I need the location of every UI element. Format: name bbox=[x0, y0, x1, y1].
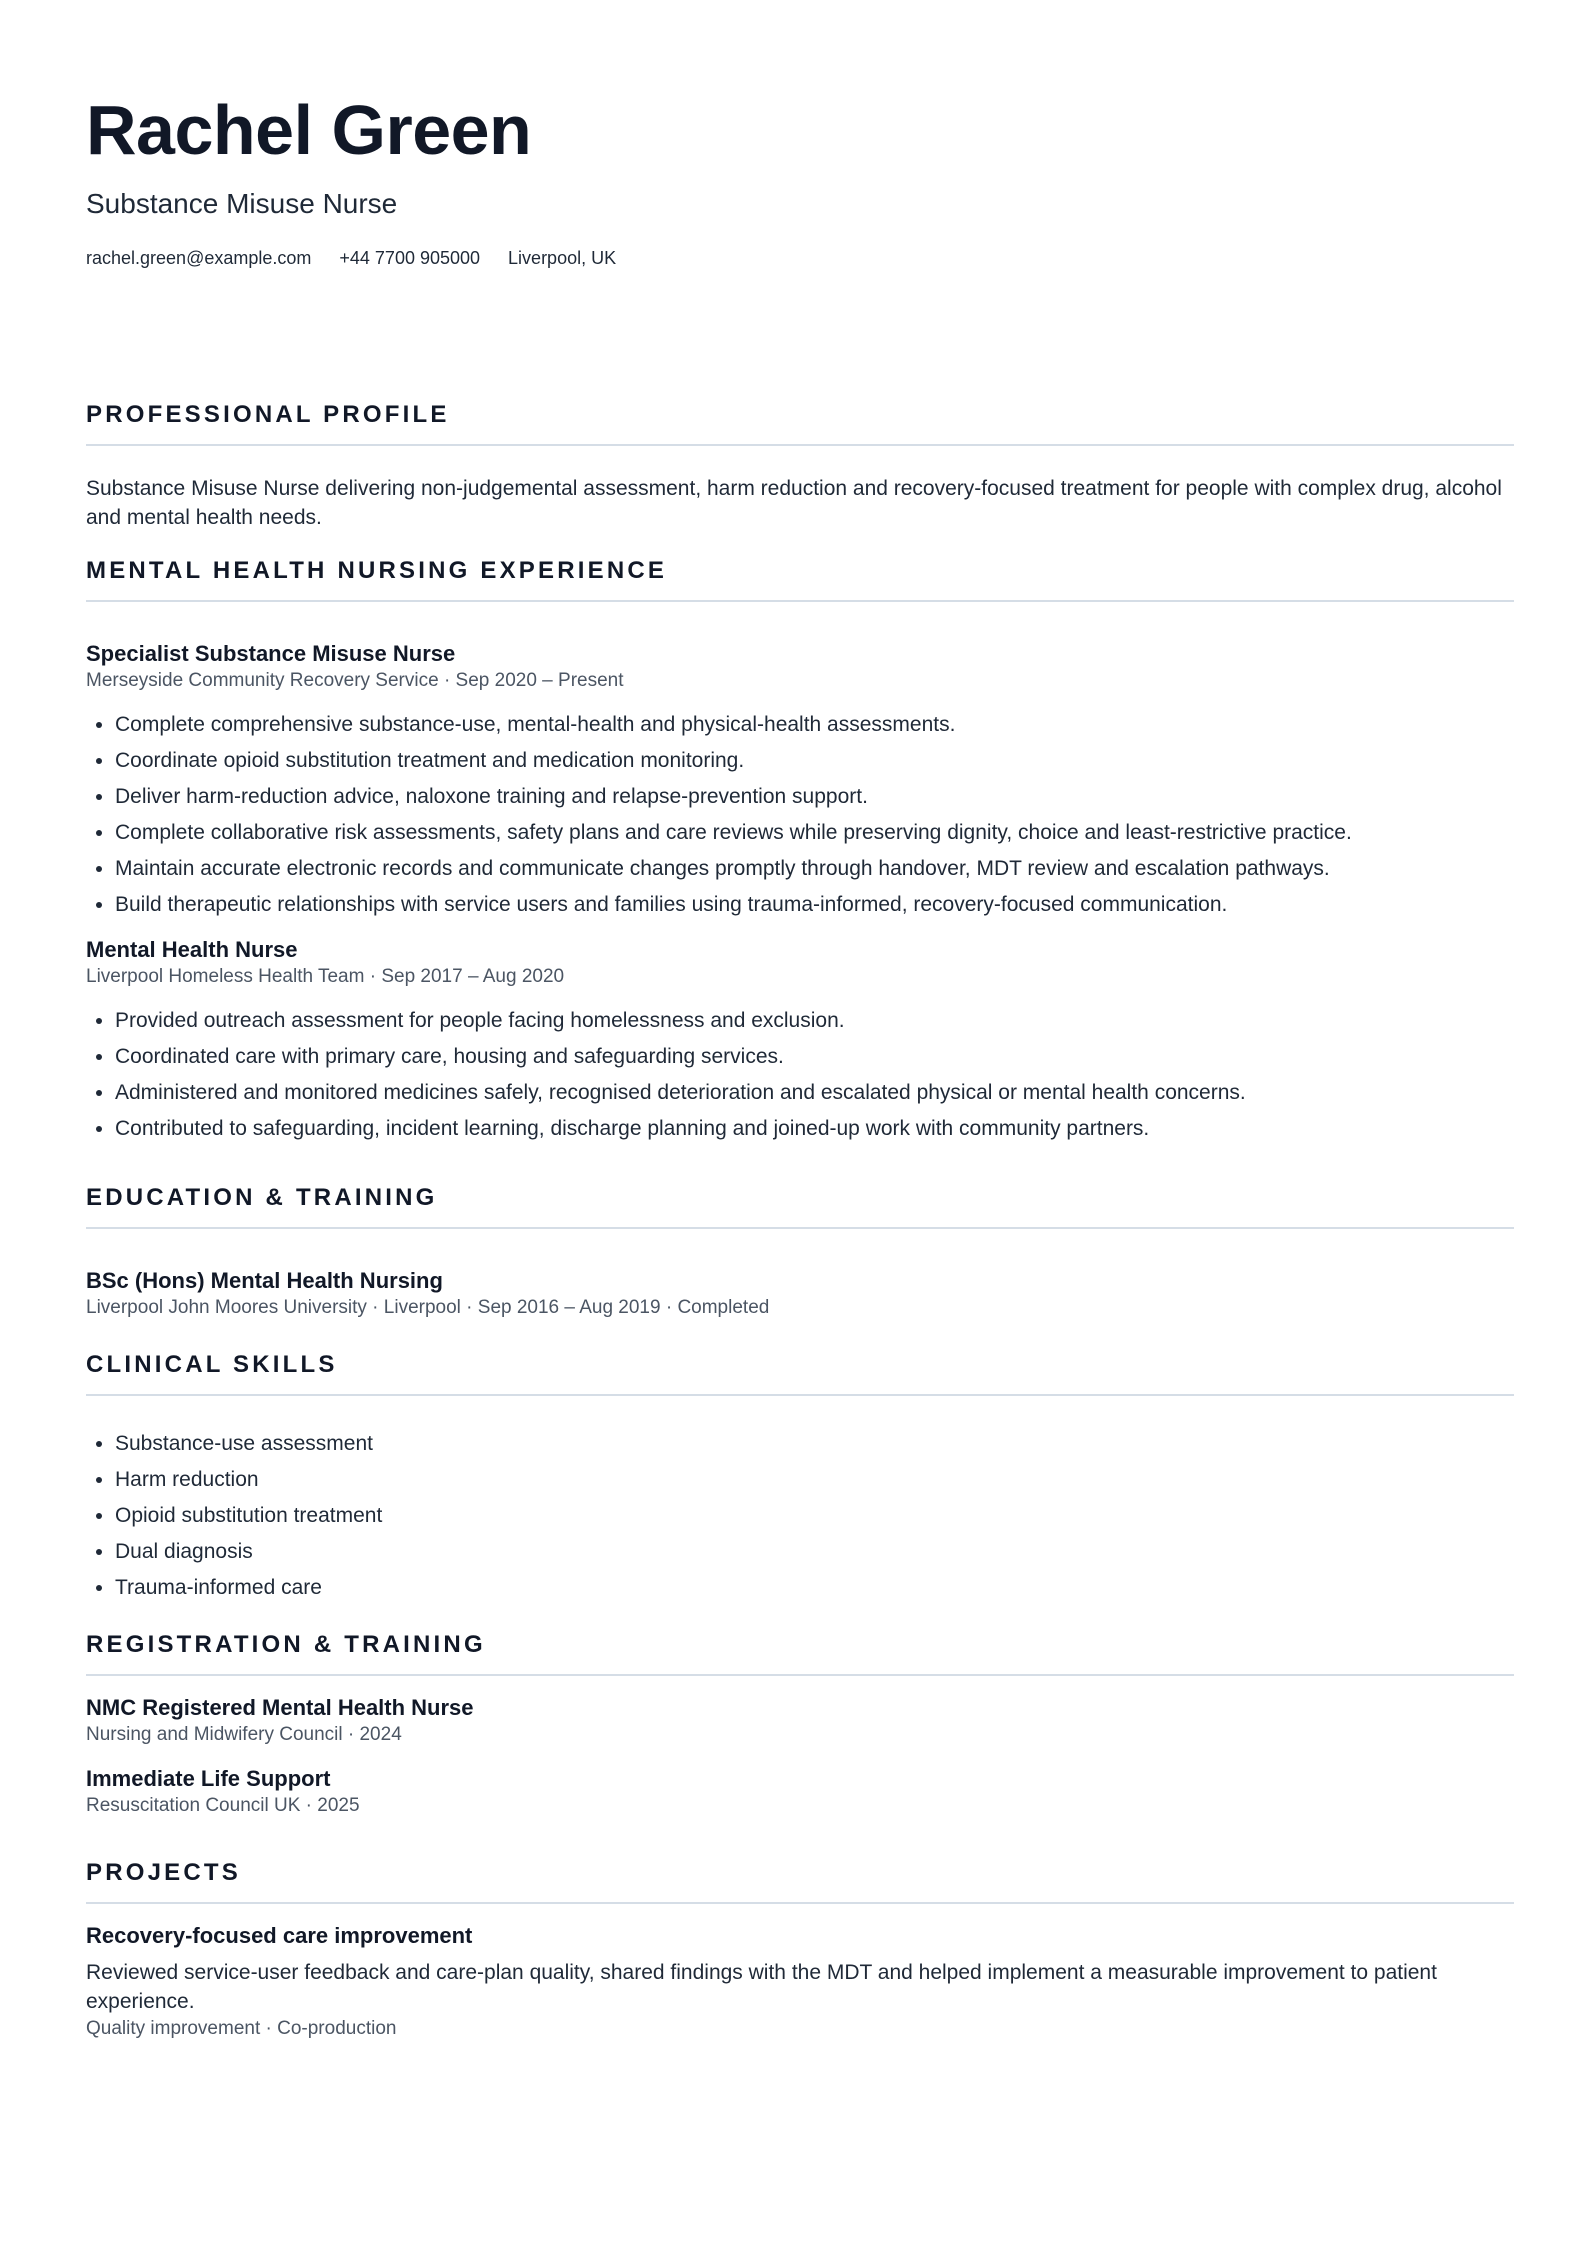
section-divider bbox=[86, 1674, 1514, 1676]
registration-meta: Nursing and Midwifery Council · 2024 bbox=[86, 1724, 402, 1745]
job-bullets bbox=[86, 1003, 1514, 1147]
section-divider bbox=[86, 444, 1514, 446]
job-meta: Liverpool Homeless Health Team · Sep 2017 – Aug 2020 bbox=[86, 966, 565, 987]
job-bullet: • Provided outreach assessment for people facing homelessness and exclusion. bbox=[115, 1003, 1514, 1039]
job-entry bbox=[86, 936, 1514, 1147]
job-bullet: • Administered and monitored medicines safely, recognised deterioration and escalated physical or mental health concerns. bbox=[115, 1075, 1514, 1111]
registration-entry bbox=[86, 1694, 1514, 1748]
job-bullet: • Coordinated care with primary care, housing and safeguarding services. bbox=[115, 1039, 1514, 1075]
project-name: Recovery-focused care improvement bbox=[86, 1923, 473, 1948]
job-bullet: • Build therapeutic relationships with service users and families using trauma-informed, recovery-focused communication. bbox=[115, 887, 1514, 923]
project-tags: Quality improvement · Co-production bbox=[86, 2018, 397, 2039]
job-bullet: • Deliver harm-reduction advice, naloxone training and relapse-prevention support. bbox=[115, 779, 1514, 815]
section-title-projects: PROJECTS bbox=[86, 1859, 241, 1886]
section-title-registration: REGISTRATION & TRAINING bbox=[86, 1631, 486, 1658]
job-bullet: • Complete collaborative risk assessments, safety plans and care reviews while preserving dignity, choice and least-restrictive practice. bbox=[115, 815, 1514, 851]
education-entry bbox=[86, 1267, 1514, 1321]
skills-list bbox=[86, 1426, 1514, 1606]
section-registration bbox=[86, 1631, 1514, 1819]
section-experience bbox=[86, 557, 1514, 1147]
section-title-skills: CLINICAL SKILLS bbox=[86, 1351, 338, 1378]
section-divider bbox=[86, 600, 1514, 602]
skill-item: • Trauma-informed care bbox=[115, 1570, 1514, 1606]
profile-text: Substance Misuse Nurse delivering non-judgemental assessment, harm reduction and recovery-focused treatment for people with complex drug, alcohol and mental health needs. bbox=[86, 477, 1502, 529]
education-meta: Liverpool John Moores University · Liverpool · Sep 2016 – Aug 2019 · Completed bbox=[86, 1297, 770, 1318]
skill-item: • Opioid substitution treatment bbox=[115, 1498, 1514, 1534]
registration-name: NMC Registered Mental Health Nurse bbox=[86, 1695, 474, 1720]
contact-phone[interactable]: +44 7700 905000 bbox=[339, 248, 481, 268]
job-bullets bbox=[86, 707, 1514, 923]
skill-item: • Substance-use assessment bbox=[115, 1426, 1514, 1462]
job-bullet: • Complete comprehensive substance-use, mental-health and physical-health assessments. bbox=[115, 707, 1514, 743]
job-bullet: • Contributed to safeguarding, incident learning, discharge planning and joined-up work with community partners. bbox=[115, 1111, 1514, 1147]
section-profile bbox=[86, 401, 1514, 532]
section-projects bbox=[86, 1859, 1514, 2042]
skill-item: • Dual diagnosis bbox=[115, 1534, 1514, 1570]
candidate-name: Rachel Green bbox=[86, 91, 532, 169]
skill-item: • Harm reduction bbox=[115, 1462, 1514, 1498]
section-title-profile: PROFESSIONAL PROFILE bbox=[86, 401, 450, 428]
section-skills bbox=[86, 1351, 1514, 1606]
section-title-education: EDUCATION & TRAINING bbox=[86, 1184, 438, 1211]
job-role: Mental Health Nurse bbox=[86, 937, 298, 962]
project-description: Reviewed service-user feedback and care-plan quality, shared findings with the MDT and helped implement a measurable improvement to patient experience. bbox=[86, 1961, 1437, 2013]
contact-row bbox=[86, 248, 616, 269]
job-meta: Merseyside Community Recovery Service · Sep 2020 – Present bbox=[86, 670, 624, 691]
section-divider bbox=[86, 1227, 1514, 1229]
job-bullet: • Coordinate opioid substitution treatment and medication monitoring. bbox=[115, 743, 1514, 779]
job-role: Specialist Substance Misuse Nurse bbox=[86, 641, 456, 666]
job-entry bbox=[86, 640, 1514, 923]
registration-meta: Resuscitation Council UK · 2025 bbox=[86, 1795, 360, 1816]
contact-email[interactable]: rachel.green@example.com bbox=[86, 248, 312, 268]
section-title-experience: MENTAL HEALTH NURSING EXPERIENCE bbox=[86, 557, 668, 584]
registration-name: Immediate Life Support bbox=[86, 1766, 331, 1791]
education-degree: BSc (Hons) Mental Health Nursing bbox=[86, 1268, 443, 1293]
registration-entry bbox=[86, 1765, 1514, 1819]
contact-location: Liverpool, UK bbox=[508, 248, 617, 268]
section-divider bbox=[86, 1902, 1514, 1904]
section-education bbox=[86, 1184, 1514, 1321]
candidate-headline: Substance Misuse Nurse bbox=[86, 188, 398, 219]
section-divider bbox=[86, 1394, 1514, 1396]
job-bullet: • Maintain accurate electronic records and communicate changes promptly through handover, MDT review and escalation pathways. bbox=[115, 851, 1514, 887]
project-entry bbox=[86, 1922, 1514, 2042]
